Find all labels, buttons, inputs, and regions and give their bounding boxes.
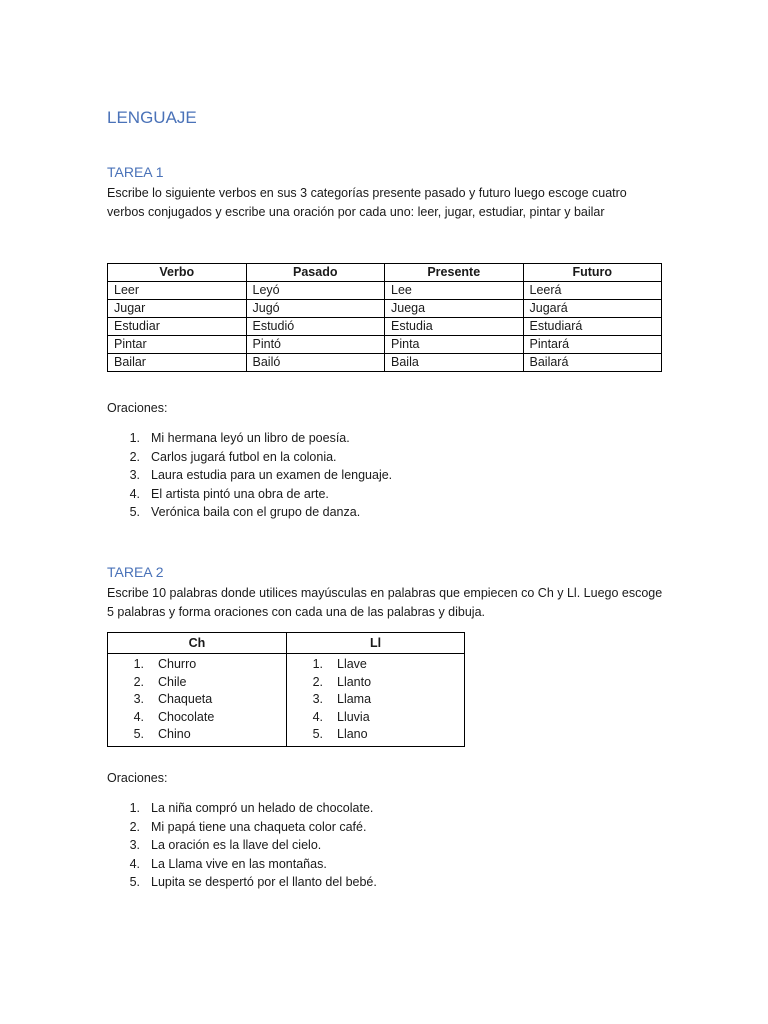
list-number: 4.: [129, 486, 140, 501]
list-item: [124, 818, 377, 837]
table-cell: Pintará: [523, 336, 662, 354]
sentence-text: Laura estudia para un examen de lenguaje.: [151, 468, 393, 483]
sentence-text: El artista pintó una obra de arte.: [151, 486, 329, 501]
word-text: Churro: [158, 657, 197, 671]
table-cell: Leerá: [523, 282, 662, 300]
list-item: [293, 726, 464, 744]
tarea1-title: TAREA 1: [107, 164, 164, 180]
list-number: 4.: [312, 709, 323, 724]
list-item: [293, 656, 464, 674]
word-text: Llanto: [337, 674, 372, 689]
table-cell: Bailar: [108, 354, 247, 372]
word-text: Chile: [158, 674, 187, 689]
list-item: [124, 836, 377, 855]
list-item: [124, 855, 377, 874]
ll-words-cell: [287, 654, 465, 747]
table-row: [108, 300, 662, 318]
list-number: 1.: [129, 431, 140, 445]
sentence-text: Lupita se despertó por el llanto del bebé.: [151, 875, 377, 890]
list-item: [114, 709, 286, 727]
header-presente: Presente: [385, 264, 524, 282]
table-cell: Baila: [385, 354, 524, 372]
tarea2-description: [107, 584, 667, 622]
list-number: 2.: [312, 674, 323, 689]
header-ch: Ch: [108, 633, 287, 654]
list-number: 2.: [129, 819, 140, 834]
ch-words-cell: [108, 654, 287, 747]
table-cell: Estudiará: [523, 318, 662, 336]
table-header-row: [108, 633, 465, 654]
sentence-text: Mi hermana leyó un libro de poesía.: [151, 431, 350, 445]
list-number: 3.: [133, 692, 144, 706]
sentence-text: La oración es la llave del cielo.: [151, 838, 322, 853]
list-item: [114, 726, 286, 744]
word-text: Chino: [158, 727, 191, 741]
header-ll: Ll: [287, 633, 465, 654]
document-title: LENGUAJE: [107, 108, 197, 127]
table-row: [108, 354, 662, 372]
table-row: [108, 654, 465, 747]
table-cell: Jugó: [246, 300, 385, 318]
list-number: 1.: [129, 801, 140, 815]
table-cell: Pinta: [385, 336, 524, 354]
list-number: 2.: [133, 674, 144, 689]
list-number: 2.: [129, 449, 140, 464]
list-number: 1.: [133, 657, 144, 671]
sentence-text: Carlos jugará futbol en la colonia.: [151, 449, 337, 464]
list-item: [124, 466, 392, 485]
tarea1-description-line1: Escribe lo siguiente verbos en sus 3 categorías presente pasado y futuro luego escoge cuatro: [107, 186, 627, 200]
tarea1-sentence-list: [124, 429, 392, 522]
tarea2-oraciones-label: Oraciones:: [107, 771, 168, 785]
ch-ll-table: [107, 632, 465, 747]
list-number: 4.: [129, 856, 140, 871]
table-cell: Leyó: [246, 282, 385, 300]
table-cell: Estudió: [246, 318, 385, 336]
list-item: [124, 873, 377, 892]
table-cell: Jugará: [523, 300, 662, 318]
ll-word-list: [293, 656, 464, 744]
word-text: Llama: [337, 692, 372, 706]
list-item: [114, 691, 286, 709]
list-number: 1.: [312, 657, 323, 671]
table-cell: Jugar: [108, 300, 247, 318]
list-number: 4.: [133, 709, 144, 724]
table-row: [108, 282, 662, 300]
list-number: 5.: [312, 727, 323, 741]
list-item: [114, 656, 286, 674]
list-item: [293, 691, 464, 709]
list-number: 5.: [129, 875, 140, 890]
sentence-text: Verónica baila con el grupo de danza.: [151, 505, 361, 520]
word-text: Chocolate: [158, 709, 215, 724]
list-item: [124, 799, 377, 818]
list-item: [124, 429, 392, 448]
table-row: [108, 336, 662, 354]
list-item: [124, 448, 392, 467]
table-cell: Bailó: [246, 354, 385, 372]
table-cell: Pintar: [108, 336, 247, 354]
table-cell: Estudia: [385, 318, 524, 336]
list-number: 5.: [133, 727, 144, 741]
word-text: Lluvia: [337, 709, 370, 724]
tarea2-description-line1: Escribe 10 palabras donde utilices mayúsculas en palabras que empiecen co Ch y Ll. Luego escoge: [107, 586, 663, 600]
list-number: 3.: [129, 838, 140, 853]
table-cell: Estudiar: [108, 318, 247, 336]
list-item: [124, 485, 392, 504]
tarea1-description: [107, 184, 667, 222]
tarea2-description-line2: 5 palabras y forma oraciones con cada una de las palabras y dibuja.: [107, 605, 486, 619]
table-cell: Pintó: [246, 336, 385, 354]
table-cell: Juega: [385, 300, 524, 318]
list-item: [124, 503, 392, 522]
list-number: 5.: [129, 505, 140, 520]
list-number: 3.: [312, 692, 323, 706]
word-text: Chaqueta: [158, 692, 213, 706]
sentence-text: La Llama vive en las montañas.: [151, 856, 327, 871]
header-futuro: Futuro: [523, 264, 662, 282]
table-row: [108, 318, 662, 336]
ch-word-list: [114, 656, 286, 744]
word-text: Llave: [337, 657, 367, 671]
list-number: 3.: [129, 468, 140, 483]
tarea2-sentence-list: [124, 799, 377, 892]
tarea1-description-line2: verbos conjugados y escribe una oración por cada uno: leer, jugar, estudiar, pintar y bailar: [107, 205, 605, 219]
table-header-row: [108, 264, 662, 282]
table-cell: Bailará: [523, 354, 662, 372]
list-item: [114, 674, 286, 692]
verb-table: [107, 263, 662, 372]
sentence-text: Mi papá tiene una chaqueta color café.: [151, 819, 367, 834]
table-cell: Leer: [108, 282, 247, 300]
header-pasado: Pasado: [246, 264, 385, 282]
table-cell: Lee: [385, 282, 524, 300]
tarea2-title: TAREA 2: [107, 564, 164, 580]
list-item: [293, 709, 464, 727]
tarea1-oraciones-label: Oraciones:: [107, 401, 168, 415]
list-item: [293, 674, 464, 692]
word-text: Llano: [337, 727, 368, 741]
header-verbo: Verbo: [108, 264, 247, 282]
sentence-text: La niña compró un helado de chocolate.: [151, 801, 374, 815]
